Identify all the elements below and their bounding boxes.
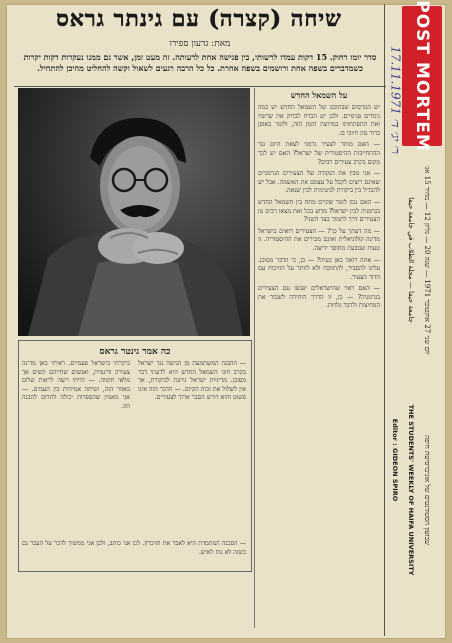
- headline: שיחה (קצרה) עם גינתר גראס: [56, 6, 342, 32]
- arabic-subtitle-text: جامعة حيفا — مجلة الطلاب في جامعة حيفا: [407, 197, 415, 323]
- handwritten-date: [386, 10, 404, 190]
- paragraph: ביקרתי בישראל פעמיים. ראיתי כאן מדינה צעירה ודינמית, ואנשים שחייהם קשים אך מלאי תקווה. — הייתי רוצה לראות שלום באזור הזה, ושיחה אמיתית בין העמים. — אני מאמין שהספרות יכולה לתרום להבנה הזו.: [22, 360, 130, 410]
- quote-column-right: [138, 360, 246, 530]
- portrait-photo: [18, 88, 250, 336]
- issue-info-text: יום שני 27 אוקטובר 1971 — שנה 20 — גליון 12 — מחיר 15 אג׳: [423, 165, 431, 355]
- students-weekly-text: THE STUDENTS' WEEKLY OF HAIFA UNIVERSITY: [407, 404, 415, 576]
- hebrew-subtitle-text: שבועון הסטודנטים של אוניברסיטת חיפה: [423, 435, 431, 545]
- masthead-logo: [402, 0, 442, 152]
- editor-line-text: Editor : GIDEON SPIRO: [391, 418, 399, 502]
- paragraph: — האם ראוי שהישראלים יפגשו עם הצעירים בגרמניה? — כן, זו הדרך היחידה לשבור את המחיצות ולדבר גלויות.: [258, 285, 380, 310]
- section-heading: על השמאל החדש: [290, 90, 348, 100]
- divider: [14, 86, 386, 87]
- paragraph: — אתה רואה כאן בעיה? — כן, כי הדבר מסוכן. עלינו להסביר, להתווכח ולא לוותר על הוויכוח עם הדור הצעיר.: [258, 256, 380, 281]
- paragraph: — האם מותר לצעיר גרמני לצאת היום נגד ההתחייבות ההיסטורית של ישראל? האם יש לכך מקום בקרב צעירים רבים?: [258, 141, 380, 166]
- hebrew-subtitle: [420, 390, 434, 590]
- issue-info: [420, 150, 434, 370]
- paragraph: — אני מבין את הנקודה של הצעירים הגרמניים שאינם רוצים לקבל על עצמם את האשמה. אבל יש להבדיל בין ביקורת לגיטימית לבין שנאה.: [258, 170, 380, 195]
- paragraph: — הסכנה המתמדת היא לאבד את הזיכרון. לכן אני כותב, ולכן אני ממשיך לדבר על העבר גם כשזה לא נוח לאיש.: [22, 540, 246, 556]
- paragraph: — ההבנה המשתמעת מן הגישה נגד ישראל בקרב חוגי השמאל החדש היא לדעתי דבר מסוכן. מדיניות ישראל ניתנת לביקורת, אך אין לשלול את זכות הקיום. — הדבר הזה אינו פשוט והוא דורש הסבר ארוך לצעירים.: [138, 360, 246, 402]
- arabic-subtitle: [404, 150, 418, 370]
- quote-box-title: כה אמר גינטר גראס: [99, 347, 171, 357]
- handwritten-date-text: 17.11.1971 ר׳ יג׳ ד׳: [388, 46, 403, 154]
- masthead-title: POST MORTEM: [412, 0, 432, 152]
- portrait-illustration: [18, 88, 250, 336]
- column-divider: [254, 88, 255, 628]
- byline: מאת: גדעון ספירו: [169, 39, 231, 49]
- paragraph: — מה דעתך על כך? — הצעירים רואים בישראל מדינה קולוניאלית ואינם מכירים את ההיסטוריה. זו טעות שנובעת מחוסר ידיעה.: [258, 227, 380, 252]
- editor-line: [388, 380, 402, 540]
- lead-paragraph: סדר יומו רחוק. 15 דקות עמדו לרשותי, בין פגישה אחת לרעותה. זה מעט זמן, אשר גם ממנו נעקרות דקות יקרות כשמדברים בשפה אחת ורושמים בשפה אחרת. כל כל הרבה רגעים לשאול וקשה להחליט מהיכן להתחיל.: [23, 52, 377, 73]
- sidebar-divider: [384, 4, 385, 636]
- article-column-right: [258, 104, 380, 629]
- quote-column-bottom: [22, 540, 246, 628]
- paragraph: — האם נכון לומר שקיים מתח בין השמאל החדש בגרמניה לבין ישראל? מדוע בכל זאת מצאו רבים מן הצעירים דרך לתמוך בצד השני?: [258, 198, 380, 224]
- quote-column-left: [22, 360, 130, 530]
- students-weekly-line: [404, 390, 418, 590]
- paragraph: יש הגורסים שבתוכנו של השמאל החדש יש כמה ניגודים פנימיים. ולכן יש הכרח לבדוק את שרשיו ואת התפתחותו במרוצת הזמן הזה, ולומר באופן ברור מה חיובי בו.: [258, 104, 380, 137]
